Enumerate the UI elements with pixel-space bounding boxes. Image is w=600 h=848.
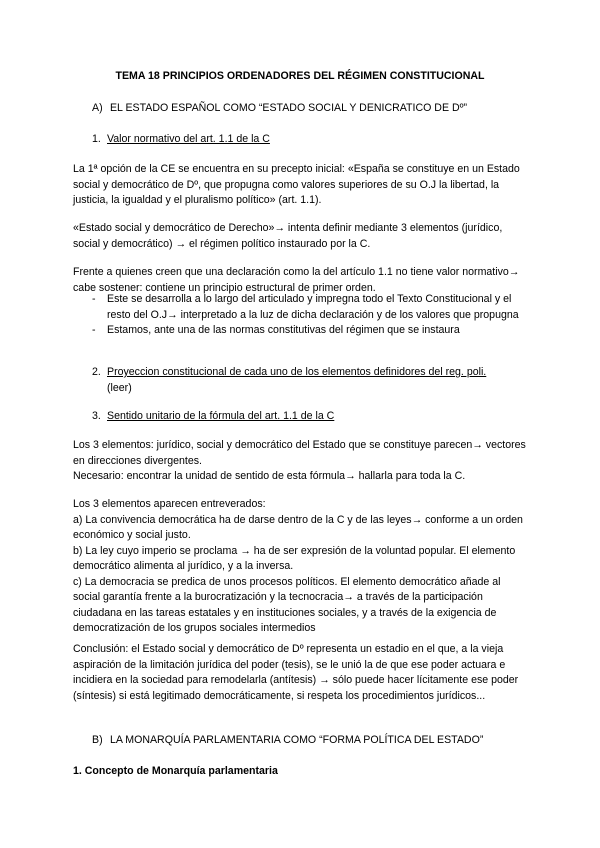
paragraph-5: [73, 497, 528, 637]
paragraph-2: «Estado social y democrático de Derecho»→ intenta definir mediante 3 elementos (jurídico, social y democrático) → el régimen político instaurado por la C.: [73, 222, 503, 250]
item-1: [92, 132, 528, 148]
paragraph-6: Conclusión: el Estado social y democrático de Dº representa un estadio en el que, a la vieja aspiración de la limitación jurídica del poder (tesis), se le unió la de que ese poder actuara e incidiera en la sociedad para remodelarla (antítesis) → sólo puede hacer lícitamente ese poder (síntesis) si está legitimado democráticamente, si respeta los procedimientos jurídicos...: [73, 643, 519, 702]
paragraph-4: [73, 438, 528, 485]
item-2-number: 2.: [92, 366, 101, 378]
section-b-heading: [92, 733, 528, 749]
item-3-number: 3.: [92, 410, 101, 422]
item-3-title: Sentido unitario de la fórmula del art. 1.1 de la C: [107, 410, 335, 422]
paragraph-5-a: a) La convivencia democrática ha de darse dentro de la C y de las leyes→ conforme a un orden económico y social justo.: [73, 513, 523, 541]
section-a-text: EL ESTADO ESPAÑOL COMO “ESTADO SOCIAL Y DENICRATICO DE Dº”: [109, 102, 468, 114]
section-a-heading: [92, 101, 528, 117]
item-3: [92, 409, 528, 425]
paragraph-5-b: b) La ley cuyo imperio se proclama → ha de ser expresión de la voluntad popular. El elemento democrático alimenta al jurídico, y a la inversa.: [73, 544, 516, 572]
bullet-dash: -: [92, 324, 96, 336]
item-1-number: 1.: [92, 133, 101, 145]
item-2-note: (leer): [107, 381, 132, 394]
paragraph-3: Frente a quienes creen que una declaración como la del artículo 1.1 no tiene valor normativo→ cabe sostener: contiene un principio estructural de primer orden.: [73, 266, 520, 294]
paragraph-4-line-1: Los 3 elementos: jurídico, social y democrático del Estado que se constituye parecen→ vectores en direcciones divergentes.: [73, 439, 526, 467]
bullet-list: [92, 292, 528, 339]
bullet-dash: -: [92, 293, 96, 305]
item-1-title: Valor normativo del art. 1.1 de la C: [107, 133, 270, 145]
paragraph-5-intro: Los 3 elementos aparecen entreverados:: [73, 498, 266, 510]
section-a-label: A): [92, 102, 103, 114]
section-b-label: B): [92, 734, 103, 746]
subheading-monarquia: 1. Concepto de Monarquía parlamentaria: [73, 765, 278, 777]
item-2: [92, 365, 528, 396]
paragraph-4-line-2: Necesario: encontrar la unidad de sentido de esta fórmula→ hallarla para toda la C.: [73, 470, 466, 482]
section-b-text: LA MONARQUÍA PARLAMENTARIA COMO “FORMA POLÍTICA DEL ESTADO”: [109, 734, 484, 746]
bullet-item: [92, 292, 528, 323]
bullet-text: Este se desarrolla a lo largo del articulado y impregna todo el Texto Constitucional y el resto del O.J→ interpretado a la luz de dicha declaración y de los valores que propugna: [107, 293, 519, 321]
item-2-title: Proyeccion constitucional de cada uno de los elementos definidores del reg. poli.: [107, 366, 487, 378]
paragraph-5-c: c) La democracia se predica de unos procesos políticos. El elemento democrático añade al social garantía frente a la burocratización y la tecnocracia→ a través de la participación ciudadana en las tareas estatales y en instituciones sociales, y a través de la exigencia de democratización de los grupos sociales intermedios: [73, 575, 501, 634]
bullet-item: [92, 323, 528, 339]
bullet-text: Estamos, ante una de las normas constitutivas del régimen que se instaura: [107, 324, 460, 336]
document-title: TEMA 18 PRINCIPIOS ORDENADORES DEL RÉGIMEN CONSTITUCIONAL: [115, 70, 485, 82]
paragraph-1: La 1ª opción de la CE se encuentra en su precepto inicial: «España se constituye en un Estado social y democrático de Dº, que propugna como valores superiores de su O.J la libertad, la justicia, la igualdad y el pluralismo político» (art. 1.1).: [73, 163, 520, 206]
